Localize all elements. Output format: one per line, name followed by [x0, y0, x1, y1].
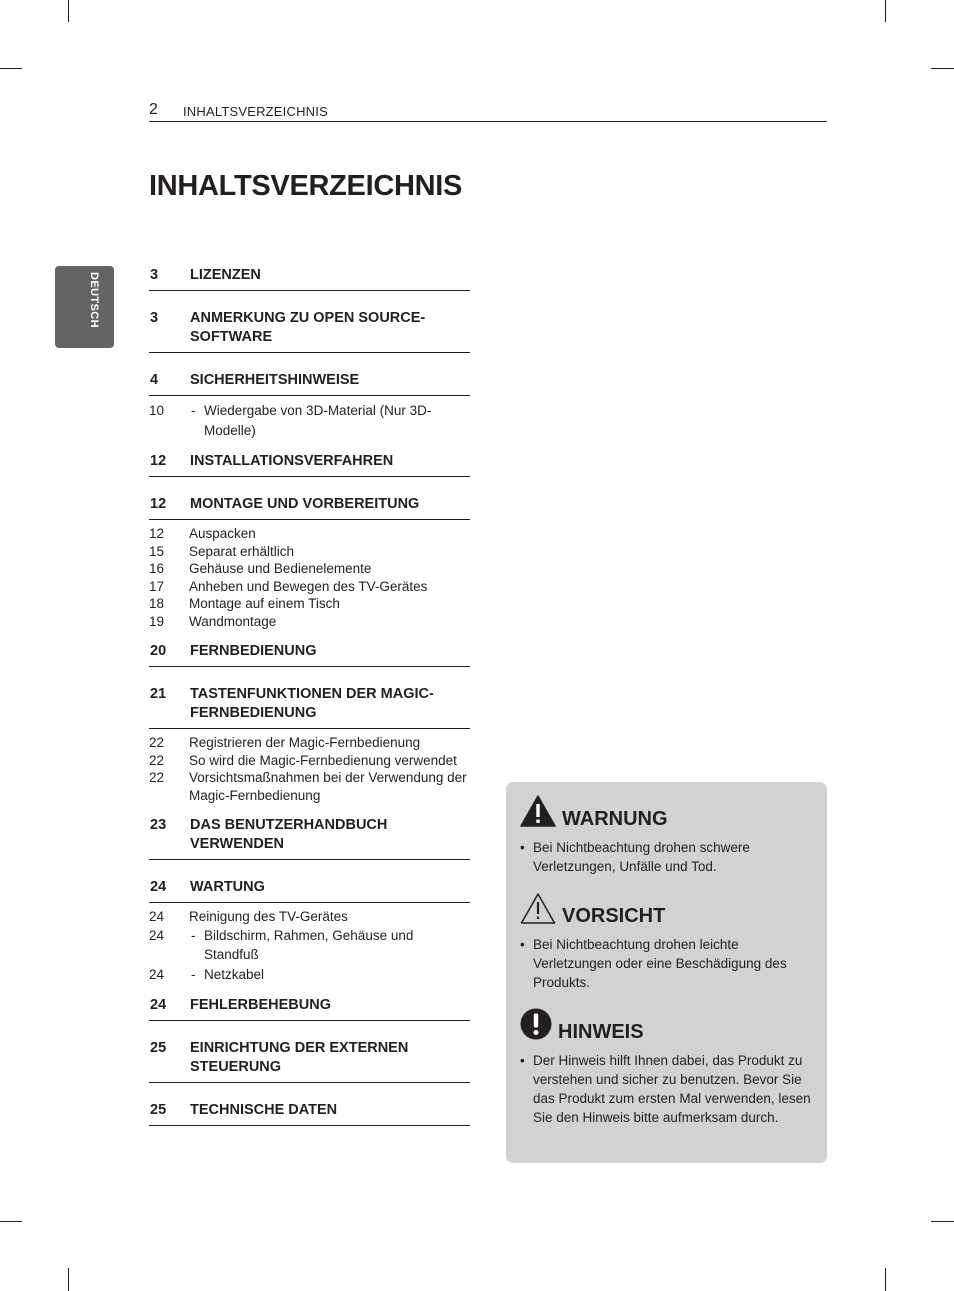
toc-page-number: 21: [150, 686, 167, 702]
toc-entry[interactable]: [149, 452, 470, 477]
toc-subentry-title: Wandmontage: [189, 613, 277, 629]
toc-entry-title: MONTAGE UND VORBEREITUNG: [190, 496, 420, 512]
toc-subentry-title: Registrieren der Magic-Fernbedienung: [189, 735, 421, 750]
toc-page-number: 12: [149, 526, 165, 541]
toc-page-number: 22: [149, 752, 165, 768]
toc-entry-title: DAS BENUTZERHANDBUCH VERWENDEN: [190, 817, 388, 852]
warning-title: WARNUNG: [562, 808, 668, 830]
toc-entry[interactable]: [149, 495, 470, 520]
toc-entry-title: LIZENZEN: [190, 267, 261, 283]
toc-page-number: 17: [149, 578, 165, 594]
toc-page-number: 18: [149, 596, 165, 611]
running-header: INHALTSVERZEICHNIS: [183, 104, 328, 119]
page-number: 2: [149, 101, 158, 118]
toc-subentry[interactable]: [149, 525, 470, 543]
caution-text: • Bei Nichtbeachtung drohen leichte Verletzungen oder eine Beschädigung des Produkts.: [520, 937, 787, 990]
exclamation-circle-icon: [520, 1008, 552, 1045]
toc-subentry-title: Bildschirm, Rahmen, Gehäuse und Standfuß: [204, 927, 414, 962]
toc-entry[interactable]: [149, 642, 470, 667]
toc-subentry[interactable]: [149, 401, 470, 440]
toc-subentry-title: Separat erhältlich: [189, 543, 295, 559]
toc-page-number: 25: [150, 1102, 167, 1118]
language-tab-label: DEUTSCH: [88, 272, 100, 328]
crop-mark: [885, 1268, 886, 1291]
crop-mark: [68, 1268, 69, 1291]
toc-page-number: 15: [149, 543, 165, 559]
caution-section: [520, 893, 816, 992]
toc-page-number: 23: [150, 817, 167, 833]
toc-entry-title: TASTENFUNKTIONEN DER MAGIC-FERNBEDIENUNG: [190, 686, 434, 721]
toc-subentry[interactable]: [149, 543, 470, 561]
toc-subentry[interactable]: [149, 752, 470, 770]
toc-entry-title: SICHERHEITSHINWEISE: [190, 372, 360, 388]
toc-subentry-title: Wiedergabe von 3D-Material (Nur 3D-Modelle): [204, 403, 432, 438]
toc-subentry[interactable]: [149, 560, 470, 578]
toc-page-number: 16: [149, 561, 165, 576]
toc-page-number: 22: [149, 735, 165, 750]
toc-entry-title: FEHLERBEHEBUNG: [190, 997, 331, 1013]
toc-subentry[interactable]: [149, 769, 470, 804]
toc-page-number: 12: [150, 496, 167, 512]
language-tab: [55, 266, 114, 348]
toc-entry[interactable]: [149, 371, 470, 396]
toc-entry-title: WARTUNG: [190, 879, 265, 895]
toc-entry[interactable]: [149, 816, 470, 860]
toc-subentry[interactable]: [149, 578, 470, 596]
crop-mark: [931, 1221, 954, 1222]
toc-subentry[interactable]: [149, 908, 470, 926]
toc-subentry-title: Auspacken: [189, 526, 256, 541]
toc-entry-title: FERNBEDIENUNG: [190, 643, 317, 659]
page-title: INHALTSVERZEICHNIS: [149, 170, 463, 202]
toc-page-number: 24: [149, 909, 165, 924]
dash-marker: -: [191, 403, 196, 418]
toc-entry[interactable]: [149, 1039, 470, 1083]
note-text: • Der Hinweis hilft Ihnen dabei, das Produkt zu verstehen und sicher zu benutzen. Bevor Sie das Produkt zum ersten Mal verwenden, lesen Sie den Hinweis bitte aufmerksam durch.: [520, 1053, 811, 1125]
toc-page-number: 24: [149, 927, 165, 943]
toc-page-number: 25: [150, 1040, 167, 1056]
toc-page-number: 24: [150, 879, 167, 895]
toc-subentry-title: Reinigung des TV-Gerätes: [189, 909, 348, 924]
crop-mark: [68, 0, 69, 22]
notice-box: [506, 782, 827, 1163]
toc-page-number: 19: [149, 613, 165, 629]
toc-entry-title: ANMERKUNG ZU OPEN SOURCE-SOFTWARE: [190, 310, 426, 345]
crop-mark: [0, 68, 22, 69]
toc-subentry[interactable]: [149, 613, 470, 631]
header-rule: [149, 121, 827, 122]
caution-icon: [520, 892, 556, 929]
caution-title: VORSICHT: [562, 905, 666, 927]
toc-subentry-title: Anheben und Bewegen des TV-Gerätes: [189, 578, 428, 594]
toc-subentry[interactable]: [149, 965, 470, 985]
toc-entry[interactable]: [149, 266, 470, 291]
dash-marker: -: [191, 927, 196, 943]
toc-page-number: 3: [150, 310, 159, 326]
toc-page-number: 4: [150, 372, 159, 388]
toc-page-number: 12: [150, 453, 167, 469]
toc-page-number: 10: [149, 403, 165, 418]
warning-text: • Bei Nichtbeachtung drohen schwere Verletzungen, Unfälle und Tod.: [520, 840, 750, 874]
dash-marker: -: [191, 966, 196, 982]
toc-entry[interactable]: [149, 685, 470, 729]
toc-subentry[interactable]: [149, 595, 470, 613]
toc-subentry[interactable]: [149, 734, 470, 752]
crop-mark: [0, 1221, 22, 1222]
toc-page-number: 3: [150, 267, 159, 283]
toc-page-number: 20: [150, 643, 167, 659]
note-title: HINWEIS: [558, 1021, 644, 1043]
toc-entry[interactable]: [149, 1101, 470, 1126]
toc-subentry-title: Gehäuse und Bedienelemente: [189, 561, 372, 576]
toc-page-number: 22: [149, 770, 165, 785]
toc-subentry[interactable]: [149, 926, 470, 965]
crop-mark: [885, 0, 886, 22]
toc-entry[interactable]: [149, 878, 470, 903]
toc-subentry-title: Vorsichtsmaßnahmen bei der Verwendung der Magic-Fernbedienung: [189, 770, 467, 803]
toc-entry-title: INSTALLATIONSVERFAHREN: [190, 453, 394, 469]
toc-entry[interactable]: [149, 309, 470, 353]
toc-entry[interactable]: [149, 996, 470, 1021]
toc-subentry-title: So wird die Magic-Fernbedienung verwendet: [189, 752, 457, 768]
toc-page-number: 24: [149, 966, 165, 982]
warning-icon: [520, 795, 556, 832]
table-of-contents: [149, 266, 470, 1126]
crop-mark: [931, 68, 954, 69]
toc-entry-title: EINRICHTUNG DER EXTERNEN STEUERUNG: [190, 1040, 409, 1075]
toc-subentry-title: Netzkabel: [204, 966, 265, 982]
warning-section: [520, 796, 816, 876]
toc-entry-title: TECHNISCHE DATEN: [190, 1102, 338, 1118]
toc-subentry-title: Montage auf einem Tisch: [189, 596, 340, 611]
toc-page-number: 24: [150, 997, 167, 1013]
note-section: [520, 1009, 816, 1127]
